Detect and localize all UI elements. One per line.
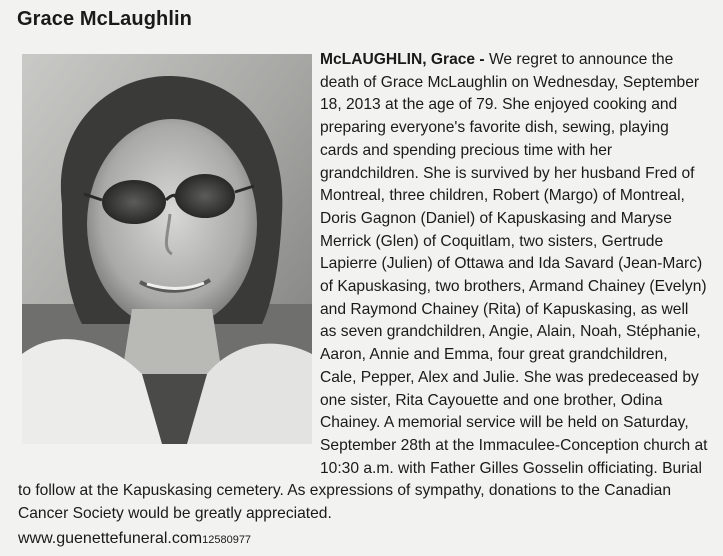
ad-code: 12580977 — [202, 534, 252, 546]
photo-spacer — [18, 49, 320, 459]
obituary-text — [18, 49, 708, 526]
obituary-body: We regret to announce the death of Grace McLaughlin on Wednesday, September 18, 2013 at the age of 79. She enjoyed cooking and preparing everyone's favorite dish, sewing, playing cards and spending precious time with her grandchildren. She is survived by her husband Fred of Montreal, three children, Robert (Margo) of Montreal, Doris Gagnon (Daniel) of Kapuskasing and Maryse Merrick (Glen) of Coquitlam, two sisters, Gertrude Lapierre (Julien) of Ottawa and Ida Savard (Jean-Marc) of Kapuskasing, two brothers, Armand Chainey (Evelyn) and Raymond Chainey (Rita) of Kapuskasing, as well as seven grandchildren, Angie, Alain, Noah, Stéphanie, Aaron, Annie and Emma, four great grandchildren, Cale, Pepper, Alex and Julie. She was predeceased by one sister, Rita Cayouette and one brother, Odina Chainey. A memorial service will be held on Saturday, September 28th at the Immaculee-Conception church at 10:30 a.m. with Father Gilles Gosselin officiating. Burial to follow at the Kapuskasing cemetery. As expressions of sympathy, donations to the Canadian Cancer Society would be greatly appreciated. — [18, 51, 708, 523]
lead-name: McLAUGHLIN, Grace - — [320, 51, 485, 68]
page-title: Grace McLaughlin — [17, 8, 192, 30]
website-link[interactable]: www.guenettefuneral.com — [18, 530, 203, 547]
footer — [18, 530, 251, 548]
